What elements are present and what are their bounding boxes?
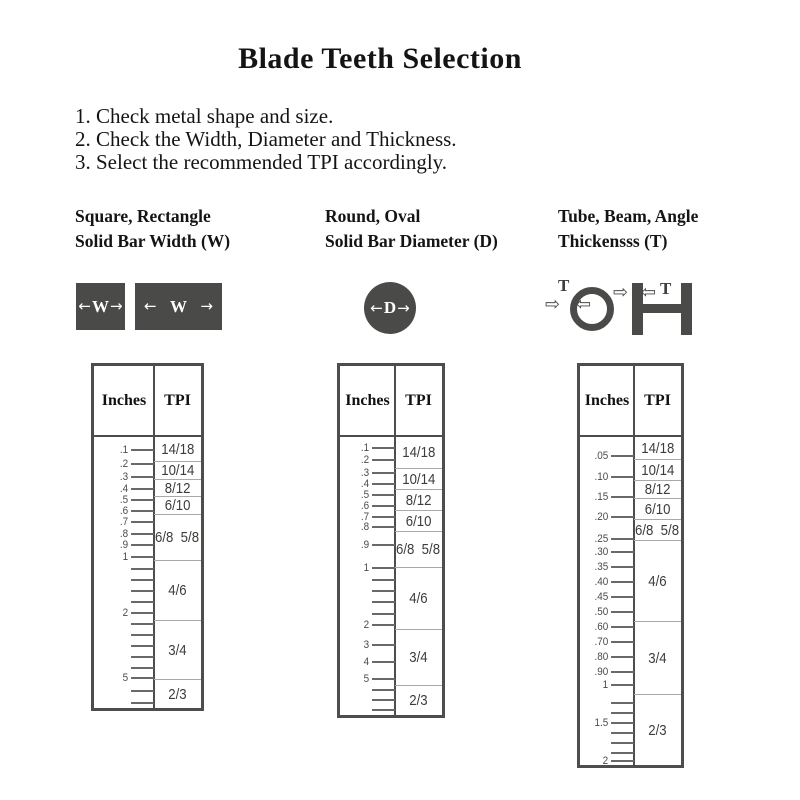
tick-label: .7 [360, 511, 369, 523]
tick-line [131, 510, 154, 512]
tick-label: 1 [363, 562, 369, 574]
ruler-tick-.30 [593, 546, 634, 558]
tick-line [131, 634, 154, 636]
page-title: Blade Teeth Selection [238, 42, 522, 75]
tick-label: .5 [360, 489, 369, 501]
tpi-value: 14/18 [160, 440, 195, 458]
tick-label: .45 [594, 591, 608, 603]
tpi-value: 6/8 5/8 [396, 541, 441, 558]
diameter-tpi-table [337, 363, 445, 718]
tick-label: .4 [360, 478, 369, 490]
tpi-cell [154, 437, 201, 461]
tick-label: .6 [119, 505, 128, 517]
tpi-value: 6/10 [644, 500, 671, 518]
tpi-cell [634, 694, 681, 765]
ruler-tick [608, 742, 634, 744]
inches-ruler [94, 366, 154, 708]
tick-label: .1 [360, 442, 369, 454]
tick-line [131, 590, 154, 592]
tpi-column-header: TPI [405, 391, 432, 409]
tick-label: 5 [122, 672, 128, 684]
instructions [75, 105, 457, 174]
ruler-tick [128, 645, 154, 647]
tick-line [372, 709, 395, 711]
ruler-tick-.05 [593, 450, 634, 462]
tick-line [372, 516, 395, 518]
ruler-tick [128, 568, 154, 570]
tick-label: .40 [594, 576, 608, 588]
tick-line [611, 496, 634, 498]
tpi-value: 10/14 [160, 462, 195, 479]
ruler-tick [128, 656, 154, 658]
ruler-tick [369, 699, 395, 701]
ruler-tick [608, 702, 634, 704]
tick-label: .3 [360, 467, 369, 479]
right-arrow-icon: → [110, 297, 123, 315]
ruler-tick-.35 [593, 561, 634, 573]
hollow-right-arrow-icon: ⇨ [545, 294, 561, 315]
inches-ruler [340, 366, 395, 715]
hollow-left-arrow-icon: ⇦ [641, 282, 657, 303]
tick-line [372, 579, 395, 581]
section-heading-square-rectangle [75, 204, 230, 254]
tick-label: .5 [119, 494, 128, 506]
tick-line [131, 579, 154, 581]
tick-label: .6 [360, 500, 369, 512]
tick-line [131, 601, 154, 603]
tick-label: .8 [360, 521, 369, 533]
heading-line: Square, Rectangle [75, 206, 211, 226]
tpi-cell [395, 629, 442, 685]
tick-line [611, 551, 634, 553]
tpi-value: 2/3 [648, 721, 667, 739]
ruler-tick-5 [363, 673, 395, 685]
ruler-tick [128, 590, 154, 592]
tick-label: .70 [594, 636, 608, 648]
width-letter: W [170, 296, 187, 316]
ruler-tick-.20 [593, 511, 634, 523]
ruler-tick-2 [122, 607, 154, 619]
tpi-cell [395, 567, 442, 629]
tick-line [131, 476, 154, 478]
tick-line [372, 567, 395, 569]
ruler-tick-3 [363, 639, 395, 651]
tick-line [611, 566, 634, 568]
ruler-tick [128, 667, 154, 669]
ruler-tick-.7 [119, 516, 154, 528]
tpi-value: 3/4 [168, 641, 187, 659]
tpi-cell [154, 514, 201, 560]
tube-thickness-letter: T [558, 276, 570, 295]
tick-label: .15 [594, 491, 608, 503]
tick-line [372, 699, 395, 701]
tpi-cell [154, 461, 201, 479]
tpi-value: 2/3 [409, 692, 428, 709]
tpi-value: 3/4 [409, 649, 428, 666]
ruler-tick [369, 590, 395, 592]
tick-line [372, 447, 395, 449]
tpi-cell [634, 480, 681, 498]
tick-line [611, 742, 634, 744]
tpi-value: 10/14 [401, 470, 436, 488]
tick-label: .10 [594, 471, 608, 483]
heading-line: Solid Bar Diameter (D) [325, 231, 498, 251]
tick-line [611, 702, 634, 704]
ruler-tick-.90 [593, 666, 634, 678]
ruler-tick [369, 613, 395, 615]
ruler-tick [369, 689, 395, 691]
tpi-value: 6/8 5/8 [635, 521, 680, 539]
tick-line [611, 752, 634, 754]
tick-label: 3 [363, 639, 369, 651]
hollow-right-arrow-icon: ⇨ [613, 282, 629, 303]
tpi-cell [634, 519, 681, 540]
tick-line [611, 656, 634, 658]
tpi-value: 3/4 [648, 649, 667, 667]
tick-line [131, 612, 154, 614]
tpi-value: 4/6 [168, 582, 187, 599]
tick-label: .2 [360, 454, 369, 466]
tpi-cell [395, 489, 442, 510]
left-arrow-icon: ← [370, 298, 383, 317]
tpi-value: 8/12 [644, 481, 671, 498]
ruler-tick-.70 [593, 636, 634, 648]
ruler-tick-1 [363, 562, 395, 574]
tick-line [131, 463, 154, 465]
tick-line [131, 499, 154, 501]
round-bar-diameter-icon [364, 282, 416, 334]
tick-line [611, 641, 634, 643]
tick-line [131, 533, 154, 535]
heading-line: Solid Bar Width (W) [75, 231, 231, 251]
tpi-column-header: TPI [644, 391, 671, 409]
tpi-cell [634, 621, 681, 694]
left-arrow-icon: ← [78, 297, 91, 315]
tick-line [372, 590, 395, 592]
tick-line [611, 538, 634, 540]
right-arrow-icon: → [397, 298, 410, 317]
instruction-line-2: 2. Check the Width, Diameter and Thickness. [75, 127, 457, 151]
tick-label: .3 [119, 471, 128, 483]
tick-line [131, 623, 154, 625]
tick-line [131, 568, 154, 570]
tick-label: .1 [119, 444, 128, 456]
tick-label: .2 [119, 458, 128, 470]
ruler-tick-1 [602, 679, 634, 691]
tpi-cell [154, 560, 201, 620]
tick-line [131, 702, 154, 704]
ruler-tick [128, 579, 154, 581]
tick-label: .80 [594, 651, 608, 663]
ruler-tick-2 [363, 619, 395, 631]
tick-line [611, 626, 634, 628]
tick-line [131, 645, 154, 647]
ruler-tick [128, 702, 154, 704]
tick-line [372, 544, 395, 546]
tick-line [372, 601, 395, 603]
section-heading-tube-beam-angle [558, 204, 698, 254]
tick-label: 2 [363, 619, 369, 631]
tick-line [131, 677, 154, 679]
tick-line [611, 516, 634, 518]
tick-label: .05 [594, 450, 608, 462]
heading-line: Thickensss (T) [558, 231, 668, 251]
ruler-tick-1.5 [593, 717, 634, 729]
tick-line [131, 521, 154, 523]
ruler-tick [128, 634, 154, 636]
ruler-tick-.10 [593, 471, 634, 483]
heading-line: Round, Oval [325, 206, 421, 226]
tpi-value: 6/10 [405, 512, 432, 530]
tpi-value: 14/18 [640, 439, 675, 457]
beam-right-flange [681, 283, 692, 335]
instruction-line-3: 3. Select the recommended TPI accordingly. [75, 150, 448, 174]
tick-label: .50 [594, 606, 608, 618]
instruction-line-1: 1. Check metal shape and size. [75, 104, 334, 128]
ruler-tick [128, 690, 154, 692]
section-heading-round-oval [325, 204, 498, 254]
ruler-tick-.60 [593, 621, 634, 633]
tick-line [372, 483, 395, 485]
ruler-tick [369, 579, 395, 581]
tick-label: .25 [594, 533, 608, 545]
tick-line [611, 732, 634, 734]
tick-line [372, 644, 395, 646]
tick-label: 1.5 [594, 717, 608, 729]
inches-column-header: Inches [584, 391, 630, 409]
inches-ruler [580, 366, 634, 765]
tick-line [131, 656, 154, 658]
tpi-cell [154, 679, 201, 708]
ruler-tick [128, 623, 154, 625]
tick-label: 2 [602, 755, 608, 767]
tick-line [372, 459, 395, 461]
tick-line [372, 678, 395, 680]
tick-line [131, 449, 154, 451]
tick-line [131, 544, 154, 546]
tick-line [131, 556, 154, 558]
tpi-cell [395, 685, 442, 715]
ruler-tick-.25 [593, 533, 634, 545]
tick-label: .8 [119, 528, 128, 540]
tick-line [611, 684, 634, 686]
tpi-cell [634, 459, 681, 480]
tick-line [372, 494, 395, 496]
tpi-cell [395, 531, 442, 567]
ruler-tick-.8 [360, 521, 395, 533]
tpi-value: 6/10 [164, 497, 191, 514]
tpi-value: 14/18 [401, 444, 436, 461]
tick-line [611, 476, 634, 478]
ruler-tick [369, 709, 395, 711]
ruler-tick-1 [122, 551, 154, 563]
ruler-tick-.3 [119, 471, 154, 483]
tick-label: 1 [122, 551, 128, 563]
ruler-tick [369, 601, 395, 603]
beam-thickness-letter: T [660, 279, 672, 298]
ruler-tick [608, 732, 634, 734]
tpi-cell [154, 620, 201, 679]
ruler-tick-.2 [119, 458, 154, 470]
tick-line [611, 671, 634, 673]
tick-line [611, 596, 634, 598]
ruler-tick [608, 752, 634, 754]
tick-line [611, 760, 634, 762]
ruler-tick-.1 [119, 444, 154, 456]
ruler-tick-.50 [593, 606, 634, 618]
ruler-tick-2 [602, 755, 634, 767]
width-tpi-table [91, 363, 204, 711]
tick-line [611, 581, 634, 583]
tpi-value: 8/12 [164, 479, 191, 497]
tpi-cell [395, 437, 442, 468]
tick-line [372, 526, 395, 528]
tpi-value: 8/12 [405, 491, 432, 509]
tick-label: 2 [122, 607, 128, 619]
ruler-tick-.45 [593, 591, 634, 603]
rectangle-bar-width-icon [135, 283, 222, 330]
tick-line [372, 613, 395, 615]
inches-column-header: Inches [101, 391, 147, 409]
ruler-tick-4 [363, 656, 395, 668]
tick-label: .35 [594, 561, 608, 573]
tpi-value: 10/14 [640, 461, 675, 479]
ruler-tick-.9 [119, 539, 154, 551]
tpi-cell [634, 498, 681, 519]
ruler-tick-.40 [593, 576, 634, 588]
tick-line [131, 488, 154, 490]
tick-label: .4 [119, 483, 128, 495]
tpi-column-header: TPI [164, 391, 191, 409]
tick-label: .20 [594, 511, 608, 523]
hollow-left-arrow-icon: ⇦ [576, 294, 592, 315]
tick-label: .60 [594, 621, 608, 633]
width-letter: W [92, 296, 109, 316]
tpi-cell [634, 540, 681, 621]
diameter-letter: D [383, 298, 397, 317]
tick-line [611, 611, 634, 613]
left-arrow-icon: ← [144, 297, 157, 315]
ruler-tick-.9 [360, 539, 395, 551]
beam-web [642, 304, 682, 313]
tpi-cell [154, 479, 201, 496]
ruler-tick-5 [122, 672, 154, 684]
tick-label: 4 [363, 656, 369, 668]
ruler-tick [128, 601, 154, 603]
tpi-value: 4/6 [409, 590, 428, 607]
tick-line [131, 690, 154, 692]
tick-line [372, 472, 395, 474]
heading-line: Tube, Beam, Angle [558, 206, 699, 226]
tpi-cell [395, 468, 442, 489]
thickness-tpi-table [577, 363, 684, 768]
square-bar-width-icon [76, 283, 125, 330]
tick-line [372, 689, 395, 691]
tick-label: .7 [119, 516, 128, 528]
ruler-tick-.1 [360, 442, 395, 454]
ruler-tick-.2 [360, 454, 395, 466]
right-arrow-icon: → [200, 297, 213, 315]
inches-column-header: Inches [345, 391, 390, 409]
ruler-tick-.80 [593, 651, 634, 663]
tpi-value: 2/3 [168, 685, 187, 703]
tick-label: 1 [602, 679, 608, 691]
tpi-value: 4/6 [648, 572, 667, 590]
tick-label: .9 [119, 539, 128, 551]
tick-label: .90 [594, 666, 608, 678]
tick-line [372, 505, 395, 507]
tick-line [611, 712, 634, 714]
tick-line [372, 624, 395, 626]
ruler-tick-.15 [593, 491, 634, 503]
tick-label: .9 [360, 539, 369, 551]
tick-label: .30 [594, 546, 608, 558]
ruler-tick [608, 712, 634, 714]
tpi-cell [154, 496, 201, 514]
tick-line [611, 455, 634, 457]
tpi-value: 6/8 5/8 [155, 529, 200, 546]
tick-line [372, 661, 395, 663]
tick-label: 5 [363, 673, 369, 685]
tick-line [611, 722, 634, 724]
tpi-cell [634, 437, 681, 459]
tpi-cell [395, 510, 442, 531]
tick-line [131, 667, 154, 669]
